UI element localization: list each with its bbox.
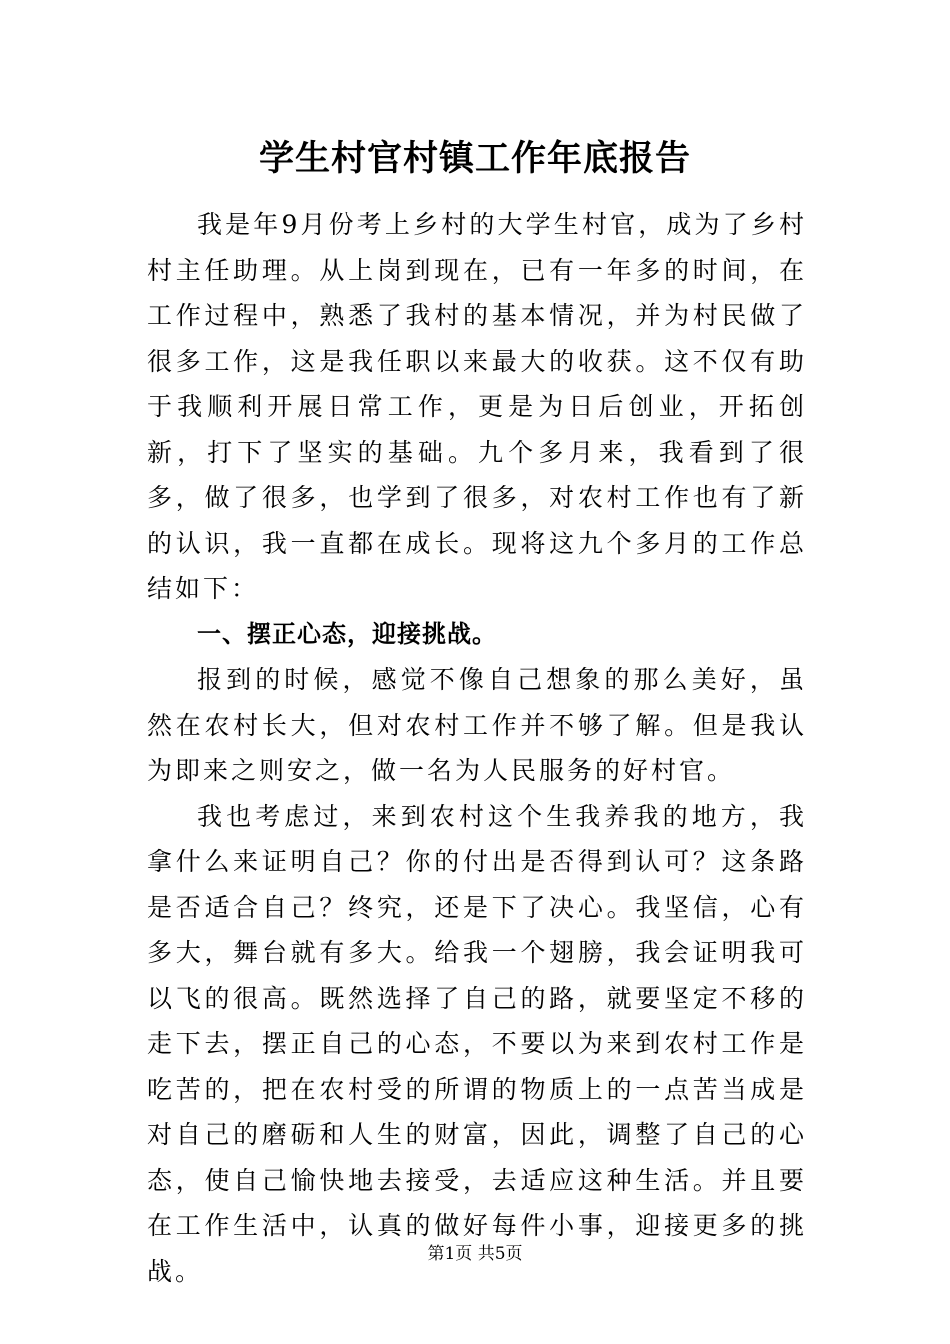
document-body	[147, 202, 807, 1294]
paragraph-intro: 我是年9月份考上乡村的大学生村官，成为了乡村村主任助理。从上岗到现在，已有一年多的时间，在工作过程中，熟悉了我村的基本情况，并为村民做了很多工作，这是我任职以来最大的收获。这不仅有助于我顺利开展日常工作，更是为日后创业，开拓创新，打下了坚实的基础。九个多月来，我看到了很多，做了很多，也学到了很多，对农村工作也有了新的认识，我一直都在成长。现将这九个多月的工作总结如下：	[147, 210, 807, 603]
document-title: 学生村官村镇工作年底报告	[258, 138, 691, 179]
page-number-footer: 第1页 共5页	[427, 1244, 523, 1264]
section-heading: 一、摆正心态，迎接挑战。	[197, 619, 497, 648]
paragraph-report-arrival: 报到的时候，感觉不像自己想象的那么美好，虽然在农村长大，但对农村工作并不够了解。但是我认为即来之则安之，做一名为人民服务的好村官。	[147, 665, 807, 785]
paragraph-reflection: 我也考虑过，来到农村这个生我养我的地方，我拿什么来证明自己？你的付出是否得到认可？这条路是否适合自己？终究，还是下了决心。我坚信，心有多大，舞台就有多大。给我一个翅膀，我会证明我可以飞的很高。既然选择了自己的路，就要坚定不移的走下去，摆正自己的心态，不要以为来到农村工作是吃苦的，把在农村受的所谓的物质上的一点苦当成是对自己的磨砺和人生的财富，因此，调整了自己的心态，使自己愉快地去接受，去适应这种生活。并且要在工作生活中，认真的做好每件小事，迎接更多的挑战。	[147, 801, 807, 1286]
